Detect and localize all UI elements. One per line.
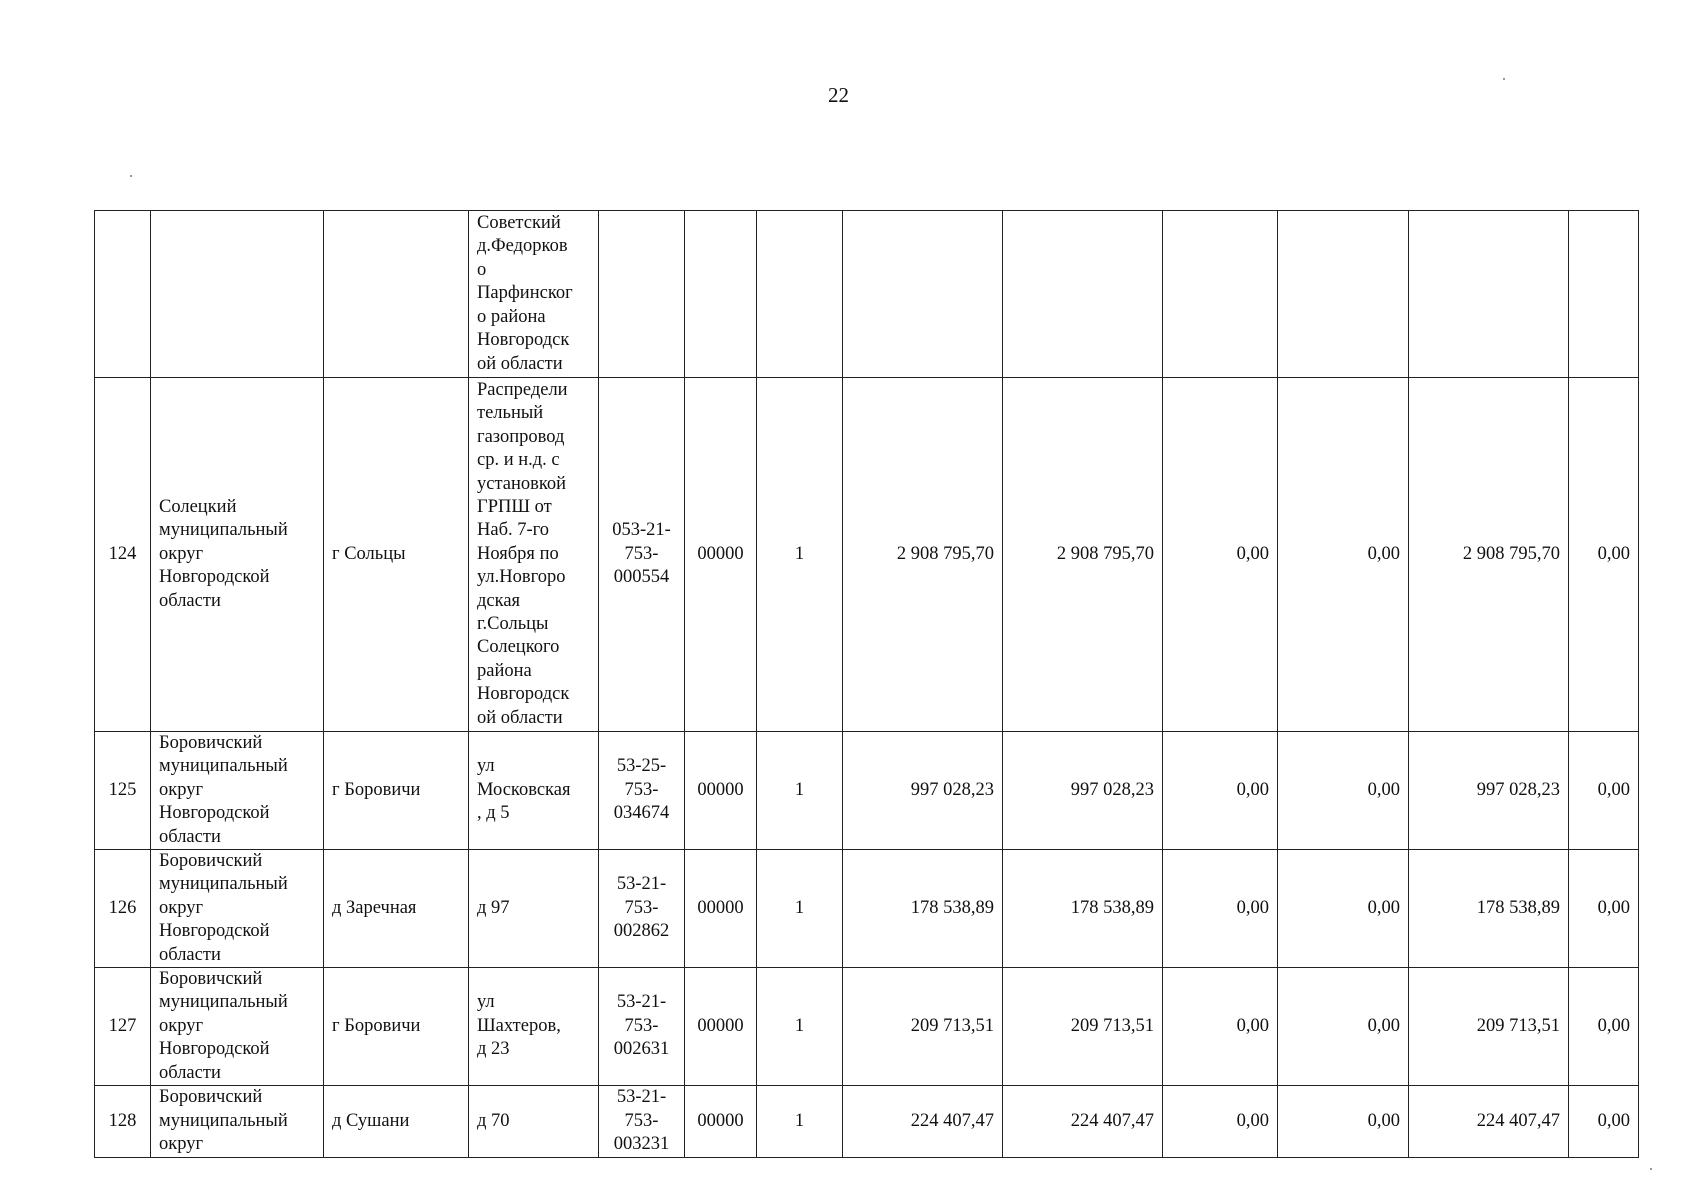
- code2-cell: [685, 211, 757, 378]
- value-cell: 224 407,47: [1003, 1086, 1163, 1158]
- address-cell: Распредели тельный газопровод ср. и н.д. с установкой ГРПШ от Наб. 7-го Ноября по ул.Новгоро дская г.Сольцы Солецкого района Новгородск ой области: [469, 378, 599, 732]
- locality-cell: г Сольцы: [324, 378, 469, 732]
- address-cell: ул Шахтеров, д 23: [469, 968, 599, 1086]
- code-cell: 053-21- 753- 000554: [599, 378, 685, 732]
- code2-cell: 00000: [685, 378, 757, 732]
- qty-cell: 1: [757, 1086, 843, 1158]
- value-cell: [1569, 211, 1639, 378]
- district-cell: [151, 211, 324, 378]
- table-row: [95, 850, 1639, 968]
- value-cell: 2 908 795,70: [1409, 378, 1569, 732]
- value-cell: 0,00: [1569, 850, 1639, 968]
- address-cell: Советский д.Федорков о Парфинског о района Новгородск ой области: [469, 211, 599, 378]
- qty-cell: 1: [757, 850, 843, 968]
- scan-speck: [1503, 78, 1505, 80]
- qty-cell: 1: [757, 968, 843, 1086]
- address-cell: д 70: [469, 1086, 599, 1158]
- value-cell: [1409, 211, 1569, 378]
- scan-speck: [1650, 1168, 1652, 1170]
- value-cell: 997 028,23: [1003, 732, 1163, 850]
- value-cell: 178 538,89: [843, 850, 1003, 968]
- code2-cell: 00000: [685, 850, 757, 968]
- value-cell: 0,00: [1163, 378, 1278, 732]
- row-number: 124: [95, 378, 151, 732]
- value-cell: 0,00: [1278, 1086, 1409, 1158]
- table-row: [95, 211, 1639, 378]
- value-cell: 0,00: [1163, 732, 1278, 850]
- code-cell: 53-21- 753- 003231: [599, 1086, 685, 1158]
- qty-cell: 1: [757, 732, 843, 850]
- value-cell: 0,00: [1278, 378, 1409, 732]
- table-row: [95, 968, 1639, 1086]
- page-number: [0, 83, 1697, 108]
- table-row: [95, 1086, 1639, 1158]
- code2-cell: 00000: [685, 1086, 757, 1158]
- district-cell: Боровичский муниципальный округ Новгородской области: [151, 850, 324, 968]
- code-cell: 53-21- 753- 002862: [599, 850, 685, 968]
- value-cell: 209 713,51: [843, 968, 1003, 1086]
- code2-cell: 00000: [685, 968, 757, 1086]
- qty-cell: [757, 211, 843, 378]
- locality-cell: д Сушани: [324, 1086, 469, 1158]
- table-row: [95, 378, 1639, 732]
- row-number: [95, 211, 151, 378]
- code2-cell: 00000: [685, 732, 757, 850]
- locality-cell: [324, 211, 469, 378]
- value-cell: 0,00: [1278, 732, 1409, 850]
- value-cell: 224 407,47: [843, 1086, 1003, 1158]
- row-number: 128: [95, 1086, 151, 1158]
- value-cell: 0,00: [1569, 378, 1639, 732]
- value-cell: 997 028,23: [1409, 732, 1569, 850]
- row-number: 125: [95, 732, 151, 850]
- code-cell: 53-21- 753- 002631: [599, 968, 685, 1086]
- value-cell: 224 407,47: [1409, 1086, 1569, 1158]
- district-cell: Боровичский муниципальный округ: [151, 1086, 324, 1158]
- value-cell: [1278, 211, 1409, 378]
- district-cell: Боровичский муниципальный округ Новгородской области: [151, 968, 324, 1086]
- value-cell: 209 713,51: [1003, 968, 1163, 1086]
- scan-speck: [130, 175, 132, 177]
- district-cell: Солецкий муниципальный округ Новгородской области: [151, 378, 324, 732]
- locality-cell: д Заречная: [324, 850, 469, 968]
- value-cell: 178 538,89: [1409, 850, 1569, 968]
- district-cell: Боровичский муниципальный округ Новгородской области: [151, 732, 324, 850]
- value-cell: 0,00: [1569, 968, 1639, 1086]
- locality-cell: г Боровичи: [324, 968, 469, 1086]
- objects-table: [94, 210, 1639, 1158]
- row-number: 126: [95, 850, 151, 968]
- value-cell: 0,00: [1569, 1086, 1639, 1158]
- locality-cell: г Боровичи: [324, 732, 469, 850]
- address-cell: д 97: [469, 850, 599, 968]
- value-cell: 178 538,89: [1003, 850, 1163, 968]
- value-cell: 0,00: [1278, 850, 1409, 968]
- value-cell: [1163, 211, 1278, 378]
- value-cell: 209 713,51: [1409, 968, 1569, 1086]
- value-cell: [1003, 211, 1163, 378]
- value-cell: 2 908 795,70: [843, 378, 1003, 732]
- value-cell: 997 028,23: [843, 732, 1003, 850]
- value-cell: 0,00: [1278, 968, 1409, 1086]
- code-cell: [599, 211, 685, 378]
- qty-cell: 1: [757, 378, 843, 732]
- row-number: 127: [95, 968, 151, 1086]
- value-cell: 0,00: [1163, 1086, 1278, 1158]
- value-cell: 0,00: [1163, 968, 1278, 1086]
- value-cell: [843, 211, 1003, 378]
- value-cell: 0,00: [1163, 850, 1278, 968]
- page-number-text: 22: [828, 83, 849, 107]
- value-cell: 2 908 795,70: [1003, 378, 1163, 732]
- table-row: [95, 732, 1639, 850]
- code-cell: 53-25- 753- 034674: [599, 732, 685, 850]
- address-cell: ул Московская , д 5: [469, 732, 599, 850]
- value-cell: 0,00: [1569, 732, 1639, 850]
